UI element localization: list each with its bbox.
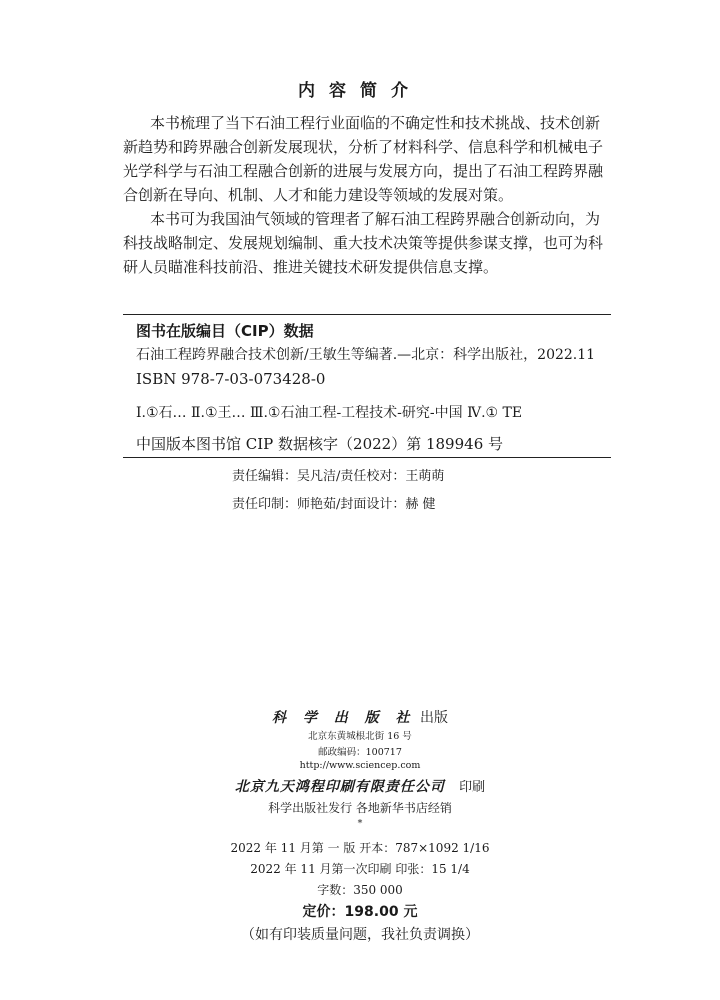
- summary-title: 内容简介: [298, 81, 422, 101]
- publisher-line: [0, 707, 720, 727]
- cip-classification: Ⅰ.①石… Ⅱ.①王… Ⅲ.①石油工程-工程技术-研究-中国 Ⅳ.① TE: [136, 405, 523, 421]
- wordcount-line: 字数：350 000: [317, 883, 403, 897]
- summary-para2-line3: 研人员瞄准科技前沿、推进关键技术研发提供信息支撑。: [123, 258, 499, 276]
- summary-para2-line2: 科技战略制定、发展规划编制、重大技术决策等提供参谋支撑，也可为科: [123, 234, 604, 252]
- printer-name: 北京九天鸿程印刷有限责任公司: [234, 779, 445, 795]
- publisher-address: 北京东黄城根北街 16 号: [308, 731, 412, 742]
- summary-para1-line1: 本书梳理了当下石油工程行业面临的不确定性和技术挑战、技术创新: [150, 114, 601, 132]
- publisher-suffix: 出版: [419, 710, 448, 726]
- printer-suffix: 印刷: [459, 780, 486, 795]
- publisher-postcode: 邮政编码：100717: [318, 747, 402, 758]
- quality-notice: （如有印装质量问题，我社负责调换）: [241, 927, 479, 943]
- distribution-line: 科学出版社发行 各地新华书店经销: [268, 801, 452, 815]
- editor-credits: 责任编辑：吴凡洁/责任校对：王萌萌: [232, 469, 445, 484]
- summary-para1-line2: 新趋势和跨界融合创新发展现状，分析了材料科学、信息科学和机械电子: [123, 138, 604, 156]
- price-line: 定价：198.00 元: [302, 904, 418, 920]
- summary-para1-line4: 合创新在导向、机制、人才和能力建设等领域的发展对策。: [123, 186, 514, 204]
- summary-para2-line1: 本书可为我国油气领域的管理者了解石油工程跨界融合创新动向，为: [150, 210, 601, 228]
- cip-core-number: 中国版本图书馆 CIP 数据核字（2022）第 189946 号: [136, 435, 504, 453]
- summary-para1-line3: 光学科学与石油工程融合创新的进展与发展方向，提出了石油工程跨界融: [123, 162, 604, 180]
- print-credits: 责任印制：师艳茹/封面设计：赫 健: [232, 497, 436, 512]
- cip-top-rule: [123, 314, 611, 315]
- separator-star: *: [357, 818, 363, 829]
- printing-line: 2022 年 11 月第一次印刷 印张：15 1/4: [250, 862, 470, 876]
- printer-line: [0, 776, 720, 796]
- cip-book-line: 石油工程跨界融合技术创新/王敏生等编著.—北京：科学出版社，2022.11: [136, 347, 596, 363]
- publisher-name: 科 学 出 版 社: [272, 710, 416, 726]
- cip-bottom-rule: [123, 457, 611, 458]
- cip-isbn: ISBN 978-7-03-073428-0: [136, 370, 326, 388]
- cip-title: 图书在版编目（CIP）数据: [136, 322, 314, 340]
- publisher-website: http://www.sciencep.com: [299, 760, 421, 771]
- edition-line: 2022 年 11 月第 一 版 开本：787×1092 1/16: [230, 841, 490, 855]
